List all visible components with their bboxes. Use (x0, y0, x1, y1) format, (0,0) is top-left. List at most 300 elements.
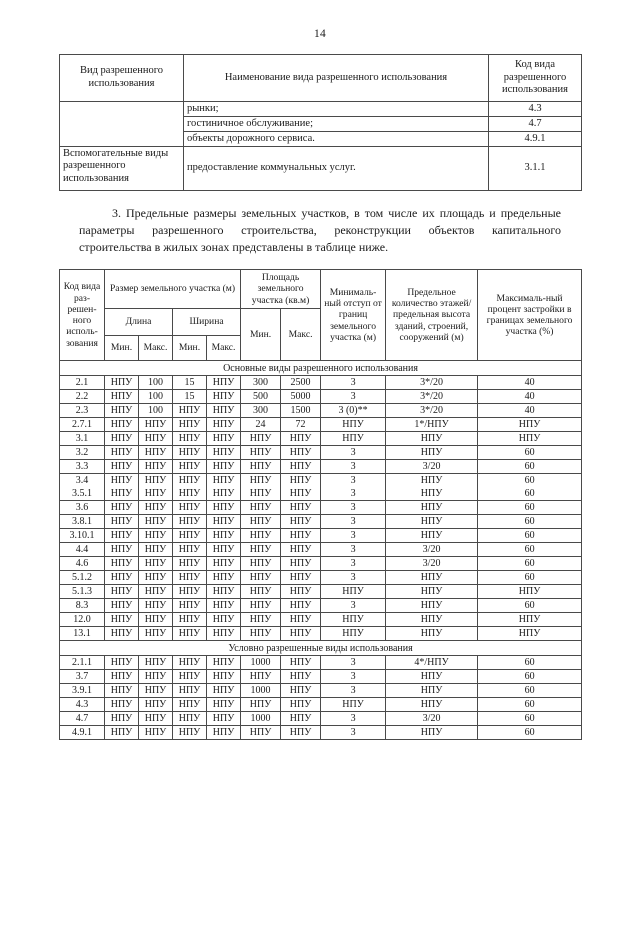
cell-setback: НПУ (321, 432, 386, 446)
cell-wid_max: НПУ (207, 557, 241, 571)
paragraph-3: 3. Предельные размеры земельных участков, в том числе их площадь и предельные параметры разрешенного строительства, реконструкции объектов капитального строительства в жилых зонах представлены в таблице ниже. (79, 206, 561, 255)
header-floors: Предельное количество этажей/ предельная высота зданий, строений, сооружений (м) (386, 270, 478, 361)
cell-area_min: НПУ (241, 460, 281, 474)
cell-code: 3.7 (60, 670, 105, 684)
cell-code: 2.3 (60, 404, 105, 418)
cell-floors: 1*/НПУ (386, 418, 478, 432)
cell-wid_min: НПУ (173, 474, 207, 488)
cell-wid_max: НПУ (207, 698, 241, 712)
cell-len_max: 100 (139, 404, 173, 418)
table-row (60, 147, 582, 191)
cell-area_min: НПУ (241, 599, 281, 613)
header-size-group: Размер земельного участка (м) (105, 270, 241, 309)
cell-wid_max: НПУ (207, 726, 241, 740)
cell-len_min: НПУ (105, 656, 139, 670)
cell-setback: 3 (321, 656, 386, 670)
cell-setback: 3 (321, 529, 386, 543)
cell-coverage: 60 (478, 543, 582, 557)
page-number: 14 (314, 28, 326, 40)
cell-floors: 4*/НПУ (386, 656, 478, 670)
cell-setback: 3 (321, 599, 386, 613)
cell-setback: НПУ (321, 698, 386, 712)
cell-len_max: НПУ (139, 432, 173, 446)
table-uses-name: предоставление коммунальных услуг. (184, 147, 489, 191)
table-row (60, 627, 582, 641)
cell-setback: 3 (321, 501, 386, 515)
cell-coverage: НПУ (478, 432, 582, 446)
cell-len_max: 100 (139, 376, 173, 390)
cell-len_max: НПУ (139, 684, 173, 698)
cell-setback: 3 (0)** (321, 404, 386, 418)
cell-area_max: НПУ (281, 432, 321, 446)
cell-floors: 3*/20 (386, 376, 478, 390)
cell-wid_max: НПУ (207, 474, 241, 488)
cell-len_min: НПУ (105, 557, 139, 571)
cell-area_min: НПУ (241, 726, 281, 740)
cell-len_max: НПУ (139, 599, 173, 613)
cell-setback: НПУ (321, 627, 386, 641)
cell-area_min: НПУ (241, 670, 281, 684)
cell-len_max: НПУ (139, 543, 173, 557)
table-row (60, 726, 582, 740)
cell-len_max: НПУ (139, 515, 173, 529)
cell-floors: НПУ (386, 487, 478, 501)
cell-len_max: НПУ (139, 698, 173, 712)
cell-floors: НПУ (386, 474, 478, 488)
cell-code: 2.2 (60, 390, 105, 404)
cell-area_max: НПУ (281, 460, 321, 474)
cell-area_max: НПУ (281, 585, 321, 599)
cell-len_min: НПУ (105, 684, 139, 698)
table-row (60, 585, 582, 599)
table-uses-code: 4.9.1 (489, 132, 582, 147)
cell-wid_min: НПУ (173, 557, 207, 571)
cell-area_min: 24 (241, 418, 281, 432)
cell-area_max: НПУ (281, 474, 321, 488)
cell-len_max: НПУ (139, 627, 173, 641)
cell-wid_max: НПУ (207, 571, 241, 585)
cell-coverage: 40 (478, 390, 582, 404)
cell-coverage: 60 (478, 529, 582, 543)
cell-wid_max: НПУ (207, 613, 241, 627)
document-page (0, 28, 640, 933)
cell-len_min: НПУ (105, 529, 139, 543)
cell-len_min: НПУ (105, 404, 139, 418)
cell-area_max: НПУ (281, 501, 321, 515)
cell-setback: 3 (321, 557, 386, 571)
cell-area_max: 2500 (281, 376, 321, 390)
cell-setback: 3 (321, 460, 386, 474)
table-row (60, 487, 582, 501)
cell-wid_min: НПУ (173, 670, 207, 684)
cell-setback: НПУ (321, 613, 386, 627)
cell-wid_min: НПУ (173, 418, 207, 432)
table-row (60, 599, 582, 613)
header-coverage: Максималь-ный процент застройки в границах земельного участка (%) (478, 270, 582, 361)
cell-code: 3.10.1 (60, 529, 105, 543)
cell-coverage: НПУ (478, 585, 582, 599)
cell-wid_min: НПУ (173, 543, 207, 557)
cell-area_max: НПУ (281, 529, 321, 543)
cell-area_min: 1000 (241, 712, 281, 726)
cell-coverage: 60 (478, 599, 582, 613)
table-row (60, 529, 582, 543)
cell-floors: НПУ (386, 501, 478, 515)
cell-setback: 3 (321, 446, 386, 460)
cell-len_min: НПУ (105, 726, 139, 740)
cell-area_max: НПУ (281, 543, 321, 557)
cell-setback: 3 (321, 712, 386, 726)
cell-area_min: НПУ (241, 487, 281, 501)
cell-wid_min: НПУ (173, 501, 207, 515)
cell-wid_min: 15 (173, 390, 207, 404)
cell-len_min: НПУ (105, 585, 139, 599)
cell-coverage: НПУ (478, 418, 582, 432)
cell-floors: НПУ (386, 599, 478, 613)
cell-code: 12.0 (60, 613, 105, 627)
cell-len_min: НПУ (105, 515, 139, 529)
cell-setback: 3 (321, 376, 386, 390)
cell-wid_max: НПУ (207, 376, 241, 390)
cell-coverage: 60 (478, 446, 582, 460)
cell-len_max: НПУ (139, 670, 173, 684)
cell-floors: НПУ (386, 627, 478, 641)
table-params-container (59, 269, 581, 740)
cell-area_min: 500 (241, 390, 281, 404)
cell-wid_max: НПУ (207, 684, 241, 698)
header-length-min: Мин. (105, 336, 139, 361)
cell-wid_min: НПУ (173, 404, 207, 418)
cell-area_max: НПУ (281, 613, 321, 627)
cell-wid_max: НПУ (207, 432, 241, 446)
cell-len_max: НПУ (139, 557, 173, 571)
cell-coverage: 60 (478, 698, 582, 712)
cell-coverage: 60 (478, 487, 582, 501)
cell-area_min: НПУ (241, 501, 281, 515)
cell-len_min: НПУ (105, 446, 139, 460)
table-row (60, 698, 582, 712)
cell-area_max: НПУ (281, 627, 321, 641)
cell-wid_max: НПУ (207, 712, 241, 726)
cell-setback: 3 (321, 487, 386, 501)
cell-len_min: НПУ (105, 698, 139, 712)
cell-len_min: НПУ (105, 432, 139, 446)
cell-code: 8.3 (60, 599, 105, 613)
cell-setback: 3 (321, 571, 386, 585)
table-params-section-main (60, 361, 582, 376)
cell-len_max: НПУ (139, 529, 173, 543)
cell-wid_min: НПУ (173, 712, 207, 726)
cell-coverage: 60 (478, 501, 582, 515)
cell-code: 4.6 (60, 557, 105, 571)
cell-code: 3.3 (60, 460, 105, 474)
cell-wid_min: НПУ (173, 698, 207, 712)
table-params-section-conditional (60, 641, 582, 656)
cell-coverage: НПУ (478, 613, 582, 627)
cell-area_max: НПУ (281, 684, 321, 698)
cell-wid_max: НПУ (207, 460, 241, 474)
cell-code: 2.1.1 (60, 656, 105, 670)
cell-wid_max: НПУ (207, 529, 241, 543)
table-row (60, 474, 582, 488)
cell-len_max: НПУ (139, 571, 173, 585)
cell-coverage: 60 (478, 515, 582, 529)
cell-wid_min: НПУ (173, 446, 207, 460)
header-length-max: Макс. (139, 336, 173, 361)
cell-wid_max: НПУ (207, 487, 241, 501)
table-row (60, 557, 582, 571)
cell-floors: 3*/20 (386, 404, 478, 418)
cell-area_min: НПУ (241, 698, 281, 712)
cell-area_min: 300 (241, 404, 281, 418)
cell-area_min: НПУ (241, 557, 281, 571)
cell-setback: 3 (321, 684, 386, 698)
cell-floors: НПУ (386, 670, 478, 684)
cell-area_min: НПУ (241, 432, 281, 446)
cell-setback: 3 (321, 515, 386, 529)
cell-code: 3.2 (60, 446, 105, 460)
table-row (60, 656, 582, 670)
table-uses-name: объекты дорожного сервиса. (184, 132, 489, 147)
cell-wid_max: НПУ (207, 446, 241, 460)
table-params-header-row-1 (60, 270, 582, 309)
table-row (60, 102, 582, 117)
cell-floors: НПУ (386, 698, 478, 712)
cell-floors: НПУ (386, 613, 478, 627)
table-uses-name: рынки; (184, 102, 489, 117)
header-width-max: Макс. (207, 336, 241, 361)
cell-setback: 3 (321, 543, 386, 557)
table-uses-header-3: Код вида разрешенного использования (489, 55, 582, 102)
cell-code: 4.9.1 (60, 726, 105, 740)
cell-len_min: НПУ (105, 460, 139, 474)
table-row (60, 670, 582, 684)
section-label-conditional: Условно разрешенные виды использования (60, 641, 582, 656)
cell-setback: 3 (321, 390, 386, 404)
table-uses-code: 3.1.1 (489, 147, 582, 191)
table-row (60, 460, 582, 474)
cell-wid_min: НПУ (173, 585, 207, 599)
cell-code: 4.7 (60, 712, 105, 726)
cell-area_min: НПУ (241, 474, 281, 488)
cell-floors: НПУ (386, 684, 478, 698)
table-uses-header-row (60, 55, 582, 102)
cell-wid_max: НПУ (207, 543, 241, 557)
cell-len_max: НПУ (139, 613, 173, 627)
cell-floors: НПУ (386, 585, 478, 599)
cell-coverage: 60 (478, 684, 582, 698)
cell-wid_min: НПУ (173, 613, 207, 627)
cell-setback: НПУ (321, 585, 386, 599)
header-setback: Минималь-ный отступ от границ земельного участка (м) (321, 270, 386, 361)
cell-area_max: НПУ (281, 446, 321, 460)
cell-wid_min: НПУ (173, 627, 207, 641)
cell-area_min: НПУ (241, 529, 281, 543)
cell-wid_min: НПУ (173, 656, 207, 670)
table-uses-kind-merged (60, 102, 184, 147)
table-row (60, 613, 582, 627)
table-uses-container (59, 54, 581, 191)
cell-wid_max: НПУ (207, 599, 241, 613)
cell-setback: 3 (321, 726, 386, 740)
cell-floors: НПУ (386, 571, 478, 585)
cell-len_min: НПУ (105, 418, 139, 432)
cell-len_min: НПУ (105, 571, 139, 585)
table-row (60, 515, 582, 529)
cell-wid_max: НПУ (207, 670, 241, 684)
cell-setback: 3 (321, 670, 386, 684)
cell-wid_min: НПУ (173, 515, 207, 529)
cell-len_min: НПУ (105, 670, 139, 684)
cell-code: 2.1 (60, 376, 105, 390)
cell-coverage: 60 (478, 726, 582, 740)
table-row (60, 446, 582, 460)
cell-wid_max: НПУ (207, 501, 241, 515)
cell-coverage: 40 (478, 404, 582, 418)
cell-len_max: НПУ (139, 446, 173, 460)
section-label-main: Основные виды разрешенного использования (60, 361, 582, 376)
cell-coverage: 60 (478, 712, 582, 726)
cell-wid_min: НПУ (173, 726, 207, 740)
header-area-group: Площадь земельного участка (кв.м) (241, 270, 321, 309)
cell-area_max: 5000 (281, 390, 321, 404)
cell-setback: НПУ (321, 418, 386, 432)
cell-floors: НПУ (386, 515, 478, 529)
cell-area_min: НПУ (241, 571, 281, 585)
header-area-min: Мин. (241, 309, 281, 361)
cell-len_min: НПУ (105, 487, 139, 501)
cell-code: 2.7.1 (60, 418, 105, 432)
header-width-min: Мин. (173, 336, 207, 361)
header-length: Длина (105, 309, 173, 336)
cell-wid_max: НПУ (207, 656, 241, 670)
cell-area_min: НПУ (241, 613, 281, 627)
cell-coverage: 60 (478, 571, 582, 585)
cell-floors: 3*/20 (386, 390, 478, 404)
cell-wid_min: НПУ (173, 487, 207, 501)
cell-coverage: НПУ (478, 627, 582, 641)
cell-len_min: НПУ (105, 474, 139, 488)
cell-code: 4.4 (60, 543, 105, 557)
table-row (60, 684, 582, 698)
cell-len_max: НПУ (139, 726, 173, 740)
cell-code: 13.1 (60, 627, 105, 641)
table-row (60, 418, 582, 432)
cell-floors: НПУ (386, 529, 478, 543)
cell-len_max: НПУ (139, 474, 173, 488)
cell-area_min: 300 (241, 376, 281, 390)
table-row (60, 390, 582, 404)
cell-floors: НПУ (386, 446, 478, 460)
cell-area_max: НПУ (281, 726, 321, 740)
cell-floors: НПУ (386, 726, 478, 740)
cell-area_max: НПУ (281, 698, 321, 712)
cell-len_max: НПУ (139, 712, 173, 726)
table-uses-header-2: Наименование вида разрешенного использования (184, 55, 489, 102)
cell-coverage: 60 (478, 670, 582, 684)
cell-len_min: НПУ (105, 543, 139, 557)
cell-area_min: 1000 (241, 656, 281, 670)
table-uses (59, 54, 582, 191)
cell-area_max: НПУ (281, 487, 321, 501)
cell-wid_max: НПУ (207, 390, 241, 404)
table-params (59, 269, 582, 740)
table-row (60, 404, 582, 418)
cell-area_max: 72 (281, 418, 321, 432)
cell-code: 3.8.1 (60, 515, 105, 529)
cell-area_min: НПУ (241, 543, 281, 557)
cell-coverage: 40 (478, 376, 582, 390)
cell-code: 3.4 (60, 474, 105, 488)
cell-wid_max: НПУ (207, 627, 241, 641)
cell-area_min: 1000 (241, 684, 281, 698)
cell-len_max: 100 (139, 390, 173, 404)
table-uses-header-1: Вид разрешенного использования (60, 55, 184, 102)
cell-floors: 3/20 (386, 557, 478, 571)
cell-len_min: НПУ (105, 712, 139, 726)
cell-area_max: НПУ (281, 515, 321, 529)
cell-wid_min: НПУ (173, 684, 207, 698)
cell-len_min: НПУ (105, 390, 139, 404)
table-uses-code: 4.3 (489, 102, 582, 117)
table-uses-kind: Вспомогательные виды разрешенного использования (60, 147, 184, 191)
cell-code: 3.5.1 (60, 487, 105, 501)
cell-len_max: НПУ (139, 501, 173, 515)
table-uses-code: 4.7 (489, 117, 582, 132)
cell-wid_min: НПУ (173, 432, 207, 446)
header-area-max: Макс. (281, 309, 321, 361)
cell-len_min: НПУ (105, 501, 139, 515)
cell-wid_max: НПУ (207, 585, 241, 599)
cell-len_max: НПУ (139, 487, 173, 501)
cell-floors: 3/20 (386, 712, 478, 726)
cell-floors: НПУ (386, 432, 478, 446)
cell-wid_max: НПУ (207, 404, 241, 418)
cell-area_max: НПУ (281, 571, 321, 585)
cell-floors: 3/20 (386, 460, 478, 474)
cell-area_max: НПУ (281, 670, 321, 684)
cell-len_max: НПУ (139, 585, 173, 599)
table-uses-name: гостиничное обслуживание; (184, 117, 489, 132)
cell-floors: 3/20 (386, 543, 478, 557)
cell-code: 5.1.3 (60, 585, 105, 599)
cell-area_max: НПУ (281, 712, 321, 726)
table-row (60, 376, 582, 390)
cell-area_max: НПУ (281, 557, 321, 571)
cell-area_min: НПУ (241, 515, 281, 529)
table-row (60, 432, 582, 446)
cell-wid_min: 15 (173, 376, 207, 390)
cell-setback: 3 (321, 474, 386, 488)
cell-area_max: НПУ (281, 599, 321, 613)
cell-wid_max: НПУ (207, 515, 241, 529)
cell-wid_min: НПУ (173, 460, 207, 474)
cell-code: 3.1 (60, 432, 105, 446)
table-row (60, 712, 582, 726)
cell-coverage: 60 (478, 557, 582, 571)
cell-len_min: НПУ (105, 627, 139, 641)
table-row (60, 543, 582, 557)
table-row (60, 501, 582, 515)
cell-area_max: НПУ (281, 656, 321, 670)
header-code: Код вида раз-решен-ного исполь-зования (60, 270, 105, 361)
cell-len_min: НПУ (105, 376, 139, 390)
cell-len_max: НПУ (139, 460, 173, 474)
cell-coverage: 60 (478, 474, 582, 488)
cell-code: 4.3 (60, 698, 105, 712)
cell-len_min: НПУ (105, 599, 139, 613)
cell-wid_min: НПУ (173, 599, 207, 613)
